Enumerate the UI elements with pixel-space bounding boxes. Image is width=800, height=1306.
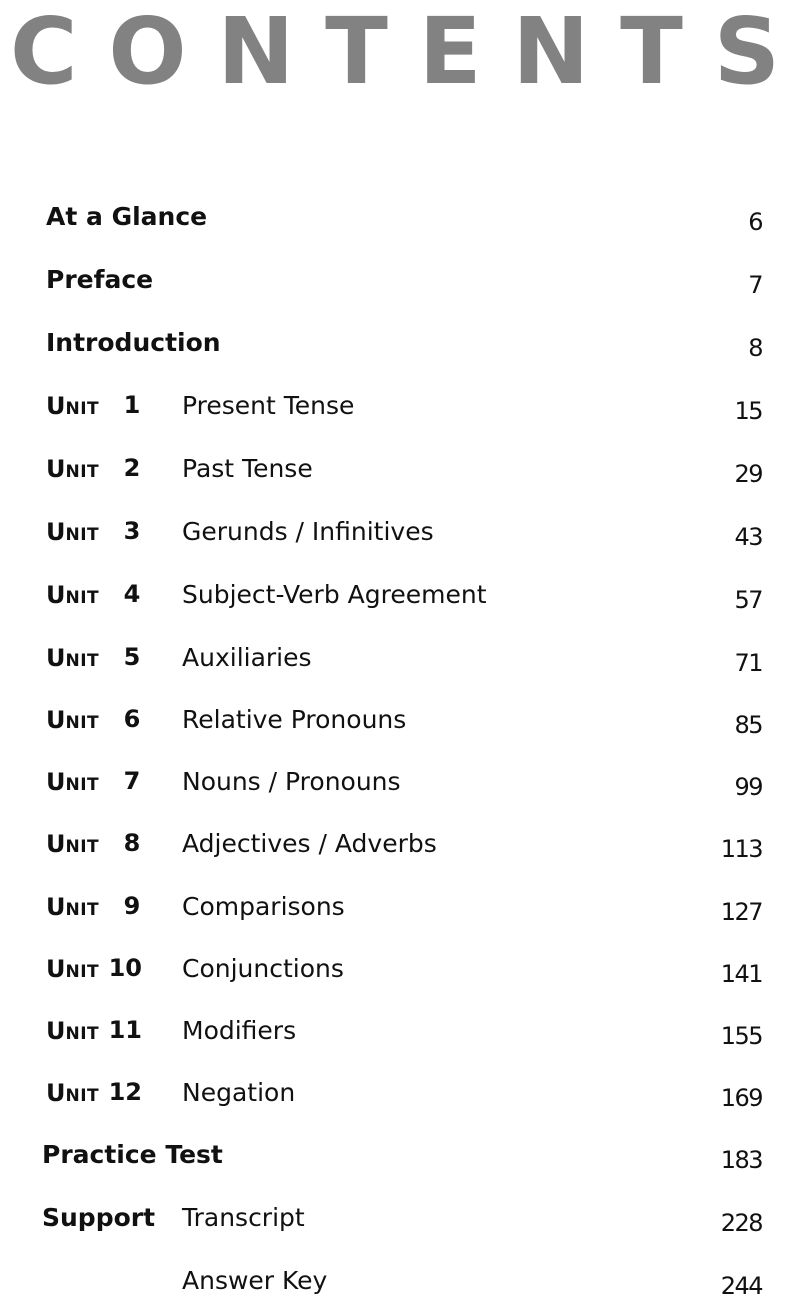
unit-number: 10 xyxy=(108,954,142,982)
page-number: 15 xyxy=(734,397,762,425)
entry-title: Practice Test xyxy=(42,1140,223,1169)
toc-entry-answer-key xyxy=(0,1266,800,1306)
unit-title: Adjectives / Adverbs xyxy=(182,829,437,858)
title-letter: T xyxy=(620,0,683,105)
unit-number: 12 xyxy=(108,1078,142,1106)
toc-entry-preface xyxy=(0,265,800,305)
support-item-title: Answer Key xyxy=(182,1266,328,1295)
toc-entry-unit-10 xyxy=(0,954,800,994)
unit-title: Past Tense xyxy=(182,454,313,483)
unit-label: UNIT xyxy=(46,644,100,672)
unit-title: Comparisons xyxy=(182,892,345,921)
toc-entry-unit-4 xyxy=(0,580,800,620)
page-number: 244 xyxy=(720,1272,762,1300)
page-number: 8 xyxy=(748,334,762,362)
page-number: 127 xyxy=(720,898,762,926)
title-letter: O xyxy=(108,0,187,105)
toc-entry-practice-test xyxy=(0,1140,800,1180)
toc-entry-unit-7 xyxy=(0,767,800,807)
unit-number: 7 xyxy=(123,767,141,795)
toc-entry-unit-6 xyxy=(0,705,800,745)
toc-entry-unit-8 xyxy=(0,829,800,869)
unit-label: UNIT xyxy=(46,830,100,858)
page-number: 183 xyxy=(720,1146,762,1174)
title-letter: C xyxy=(10,0,78,105)
unit-label: UNIT xyxy=(46,392,100,420)
unit-label: UNIT xyxy=(46,1017,100,1045)
page-number: 71 xyxy=(734,649,762,677)
entry-title: At a Glance xyxy=(46,202,208,231)
title-letter: E xyxy=(418,0,482,105)
toc-entry-transcript xyxy=(0,1203,800,1243)
page-number: 29 xyxy=(734,460,762,488)
page-number: 57 xyxy=(734,586,762,614)
page-number: 141 xyxy=(720,960,762,988)
unit-title: Nouns / Pronouns xyxy=(182,767,401,796)
unit-title: Conjunctions xyxy=(182,954,344,983)
toc-entry-unit-9 xyxy=(0,892,800,932)
page-number: 155 xyxy=(720,1022,762,1050)
unit-label: UNIT xyxy=(46,518,100,546)
unit-number: 2 xyxy=(123,454,141,482)
toc-entry-unit-2 xyxy=(0,454,800,494)
support-item-title: Transcript xyxy=(182,1203,305,1232)
unit-title: Present Tense xyxy=(182,391,355,420)
unit-number: 8 xyxy=(123,829,141,857)
page-number: 99 xyxy=(734,773,762,801)
unit-number: 3 xyxy=(123,517,141,545)
page-number: 7 xyxy=(748,271,762,299)
toc-entry-unit-12 xyxy=(0,1078,800,1118)
unit-label: UNIT xyxy=(46,955,100,983)
unit-title: Relative Pronouns xyxy=(182,705,407,734)
page-number: 113 xyxy=(720,835,762,863)
toc-entry-unit-3 xyxy=(0,517,800,557)
entry-title: Introduction xyxy=(46,328,221,357)
unit-label: UNIT xyxy=(46,893,100,921)
unit-label: UNIT xyxy=(46,768,100,796)
page-number: 228 xyxy=(720,1209,762,1237)
toc-entry-unit-5 xyxy=(0,643,800,683)
unit-number: 1 xyxy=(123,391,141,419)
unit-number: 5 xyxy=(123,643,141,671)
unit-label: UNIT xyxy=(46,706,100,734)
title-letter: S xyxy=(713,0,780,105)
unit-title: Subject-Verb Agreement xyxy=(182,580,487,609)
unit-number: 11 xyxy=(108,1016,142,1044)
toc-entry-unit-1 xyxy=(0,391,800,431)
unit-title: Modifiers xyxy=(182,1016,297,1045)
unit-number: 6 xyxy=(123,705,141,733)
unit-title: Auxiliaries xyxy=(182,643,312,672)
toc-entry-unit-11 xyxy=(0,1016,800,1056)
page-number: 43 xyxy=(734,523,762,551)
page-number: 85 xyxy=(734,711,762,739)
unit-title: Negation xyxy=(182,1078,296,1107)
page-title xyxy=(10,0,780,105)
title-letter: N xyxy=(512,0,590,105)
unit-label: UNIT xyxy=(46,455,100,483)
support-label: Support xyxy=(42,1203,156,1232)
unit-number: 9 xyxy=(123,892,141,920)
unit-label: UNIT xyxy=(46,1079,100,1107)
title-letter: N xyxy=(217,0,295,105)
toc-entry-at-a-glance xyxy=(0,202,800,242)
page-number: 6 xyxy=(748,208,762,236)
unit-number: 4 xyxy=(123,580,141,608)
toc-entry-introduction xyxy=(0,328,800,368)
unit-title: Gerunds / Infinitives xyxy=(182,517,434,546)
page-number: 169 xyxy=(720,1084,762,1112)
title-letter: T xyxy=(325,0,388,105)
unit-label: UNIT xyxy=(46,581,100,609)
entry-title: Preface xyxy=(46,265,154,294)
